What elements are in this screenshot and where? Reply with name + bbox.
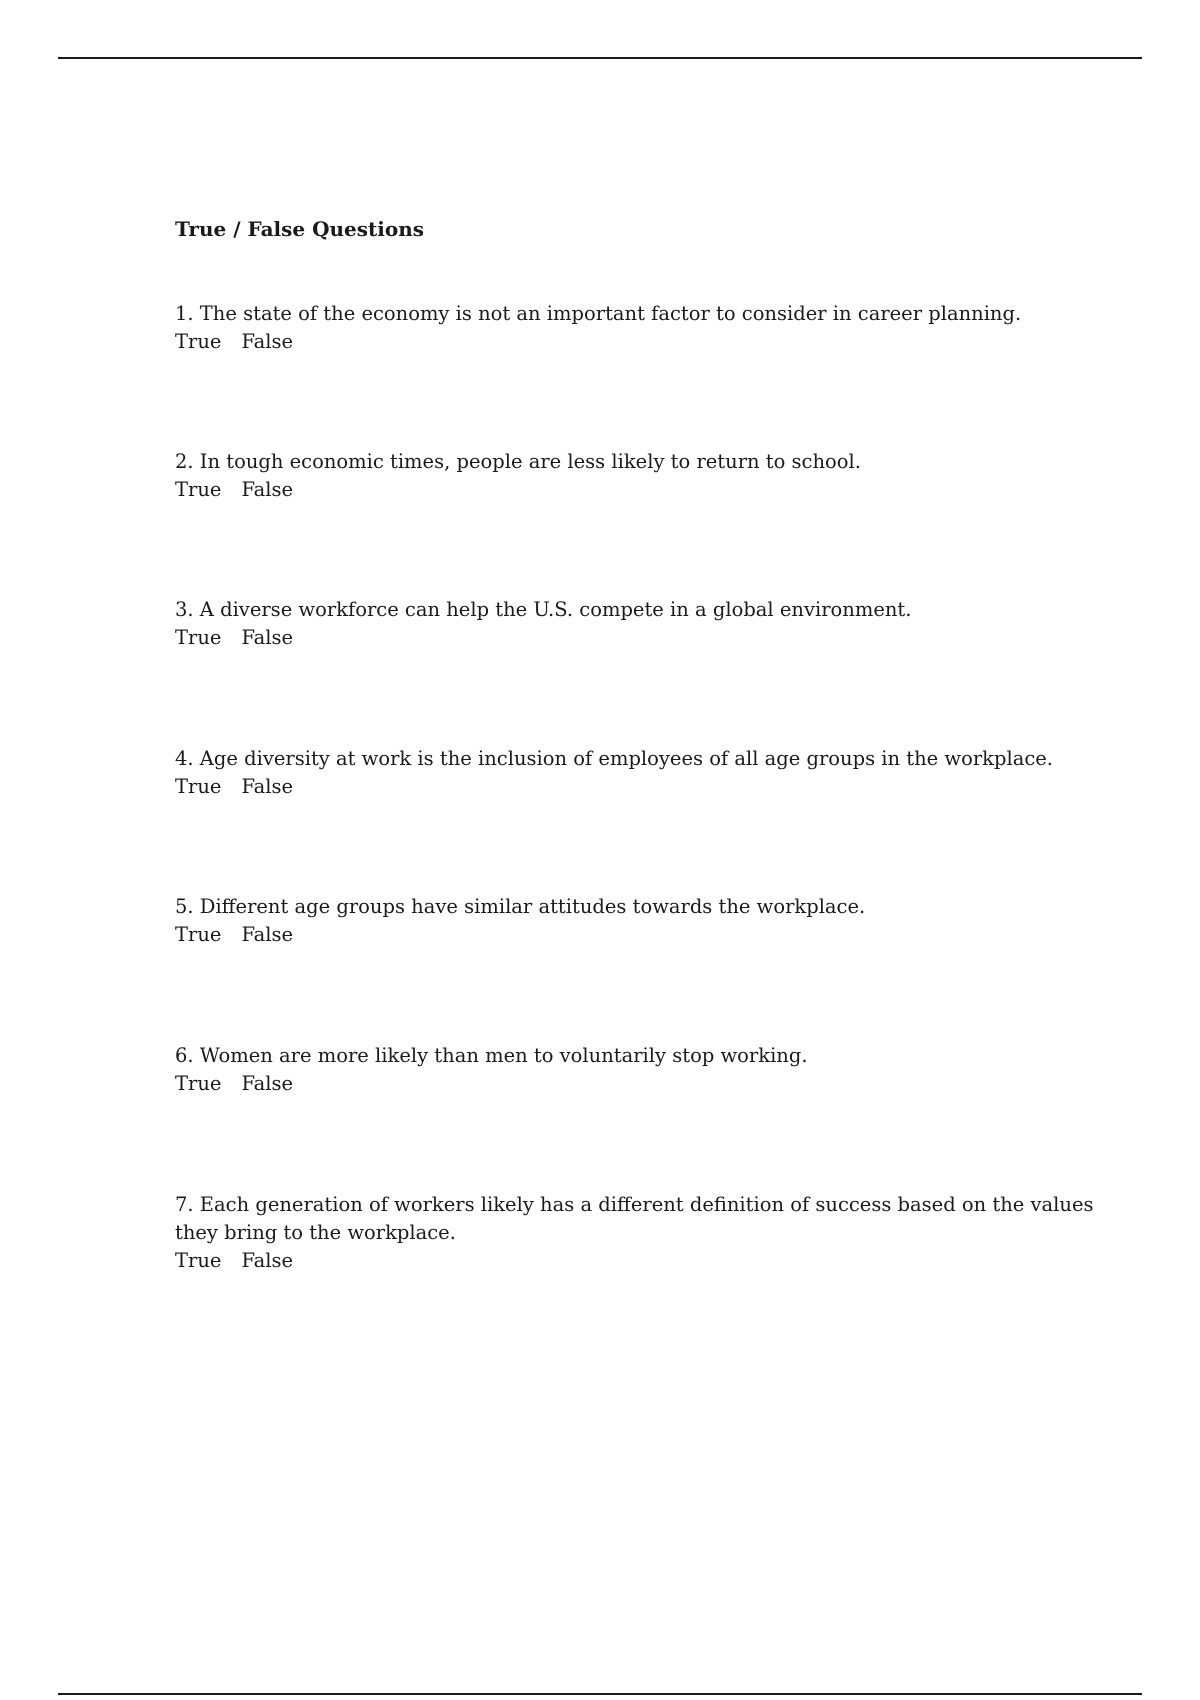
question-text: 1. The state of the economy is not an important factor to consider in career planning.: [175, 302, 1022, 325]
option-true[interactable]: True: [175, 1249, 222, 1272]
option-true[interactable]: True: [175, 626, 222, 649]
option-false[interactable]: False: [241, 1249, 294, 1272]
question-6: [175, 1042, 1095, 1098]
question-7: [175, 1191, 1095, 1275]
option-false[interactable]: False: [241, 775, 294, 798]
question-4: [175, 745, 1095, 801]
answer-options: [175, 1247, 1095, 1275]
question-text: 4. Age diversity at work is the inclusion of employees of all age groups in the workplace.: [175, 747, 1053, 770]
option-false[interactable]: False: [241, 923, 294, 946]
answer-options: [175, 773, 1095, 801]
answer-options: [175, 921, 1095, 949]
option-true[interactable]: True: [175, 923, 222, 946]
option-false[interactable]: False: [241, 478, 294, 501]
option-false[interactable]: False: [241, 330, 294, 353]
answer-options: [175, 328, 1095, 356]
top-rule: [58, 57, 1142, 59]
question-5: [175, 893, 1095, 949]
option-true[interactable]: True: [175, 1072, 222, 1095]
bottom-rule: [58, 1693, 1142, 1695]
option-true[interactable]: True: [175, 775, 222, 798]
answer-options: [175, 1070, 1095, 1098]
option-true[interactable]: True: [175, 330, 222, 353]
question-1: [175, 300, 1095, 356]
section-heading: True / False Questions: [175, 217, 424, 241]
answer-options: [175, 624, 1095, 652]
question-3: [175, 596, 1095, 652]
question-text: 7. Each generation of workers likely has a different definition of success based on the values they bring to the workplace.: [175, 1193, 1094, 1244]
question-text: 2. In tough economic times, people are less likely to return to school.: [175, 450, 861, 473]
question-text: 5. Different age groups have similar attitudes towards the workplace.: [175, 895, 866, 918]
question-text: 6. Women are more likely than men to voluntarily stop working.: [175, 1044, 808, 1067]
option-false[interactable]: False: [241, 1072, 294, 1095]
question-2: [175, 448, 1095, 504]
option-true[interactable]: True: [175, 478, 222, 501]
answer-options: [175, 476, 1095, 504]
question-text: 3. A diverse workforce can help the U.S. compete in a global environment.: [175, 598, 912, 621]
option-false[interactable]: False: [241, 626, 294, 649]
